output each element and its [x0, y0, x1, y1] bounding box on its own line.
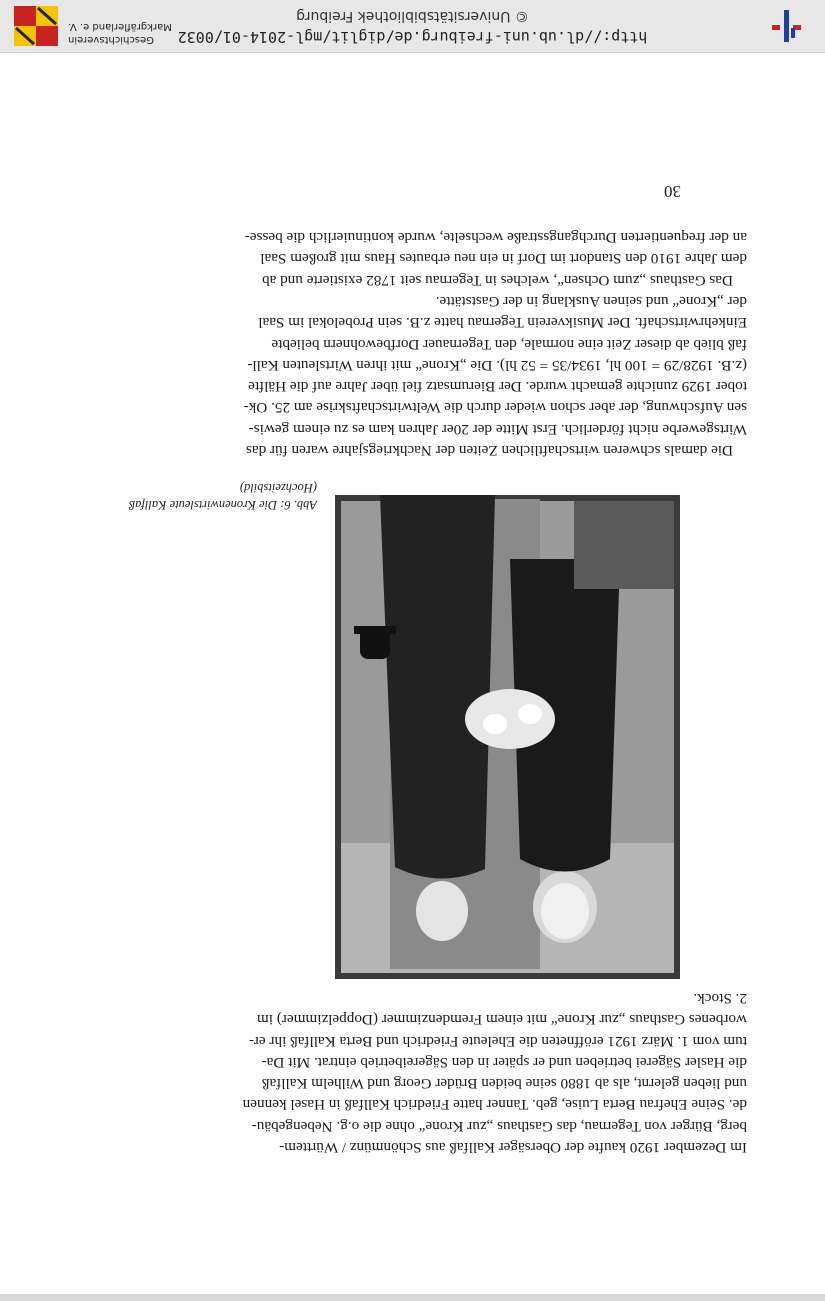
society-line: Markgräflerland e. V.	[68, 21, 172, 32]
page-number: 30	[664, 182, 681, 201]
society-line: Geschichtsverein	[68, 34, 154, 45]
caption-line: Abb. 6: Die Kronenwirtsleute Kallfaß	[128, 498, 317, 512]
text-line: der „Krone“ und seinen Ausklang in der Gaststätte.	[435, 292, 747, 310]
text-line: worbenes Gasthaus „zur Krone“ mit einem Fremdenzimmer (Doppelzimmer) im	[256, 1011, 747, 1029]
text-line: berg, Bürger von Tegernau, das Gasthaus „zur Krone“ ohne die o.g. Nebengebäu-	[251, 1117, 747, 1135]
text-line: und lieben gelernt, als ab 1880 seine beiden Brüder Georg und Wilhelm Kallfaß	[261, 1075, 747, 1093]
text-line: sen Aufschwung, der aber schon wieder durch die Weltwirtschaftskrise am 25. Ok-	[243, 399, 747, 417]
text-line: die Hasler Sägerei betrieben und er später in den Sägereibetrieb eintrat. Mit Da-	[261, 1053, 747, 1071]
page-edge	[0, 1294, 825, 1301]
figure-caption	[129, 479, 317, 513]
document-url[interactable]: http://dl.ub.uni-freiburg.de/diglit/mgl-2014-01/0032	[177, 28, 648, 46]
text-line: Wirtsgewerbe nicht förderlich. Erst Mitte der 20er Jahren kam es zu einem gewis-	[248, 420, 747, 438]
text-line: Einkehrwirtschaft. Der Musikverein Tegernau hatte z.B. sein Probelokal im Saal	[258, 314, 747, 332]
text-line: (z.B. 1928/29 = 100 hl, 1934/35 = 52 hl). Die „Krone“ mit ihren Wirtsleuten Kall-	[247, 356, 747, 374]
paragraph-economy	[82, 227, 747, 461]
text-line: 2. Stock.	[693, 989, 747, 1007]
wedding-photo	[335, 495, 680, 979]
caption-line: (Hochzeitsbild)	[239, 481, 317, 495]
society-crest-icon	[14, 6, 58, 46]
text-line: an der frequentierten Durchgangsstraße wechselte, wurde kontinuierlich die besse-	[244, 229, 747, 247]
text-line: dem Jahre 1910 den Standort im Dorf in ein neu erbautes Haus mit großem Saal	[260, 250, 747, 268]
text-line: Das Gasthaus „zum Ochsen“, welches in Tegernau seit 1782 existierte und ab	[261, 271, 733, 289]
text-line: tober 1929 zunichte gemacht wurde. Der Bierumsatz fiel über Jahre auf die Hälfte	[248, 378, 747, 396]
library-footer	[0, 0, 825, 53]
text-line: Im Dezember 1920 kaufte der Obersäger Kallfaß aus Schönmünz / Württem-	[279, 1139, 747, 1156]
society-name	[68, 20, 172, 46]
text-line: Die damals schweren wirtschaftlichen Zeiten der Nachkriegsjahre waren für das	[245, 442, 733, 459]
text-line: tum vom 1. März 1921 eröffneten die Eheleute Friedrich und Berta Kallfaß ihr er-	[249, 1032, 747, 1050]
text-line: faß blieb ab dieser Zeit eine normale, den Tegernauer Dorfbewohnern beliebte	[271, 335, 747, 353]
text-line: de. Seine Ehefrau Berta Luise, geb. Tanner hatte Friedrich Kallfaß in Hasel kennen	[242, 1096, 747, 1114]
copyright-notice: © Universitätsbibliothek Freiburg	[296, 8, 529, 24]
paragraph-purchase	[82, 988, 747, 1158]
